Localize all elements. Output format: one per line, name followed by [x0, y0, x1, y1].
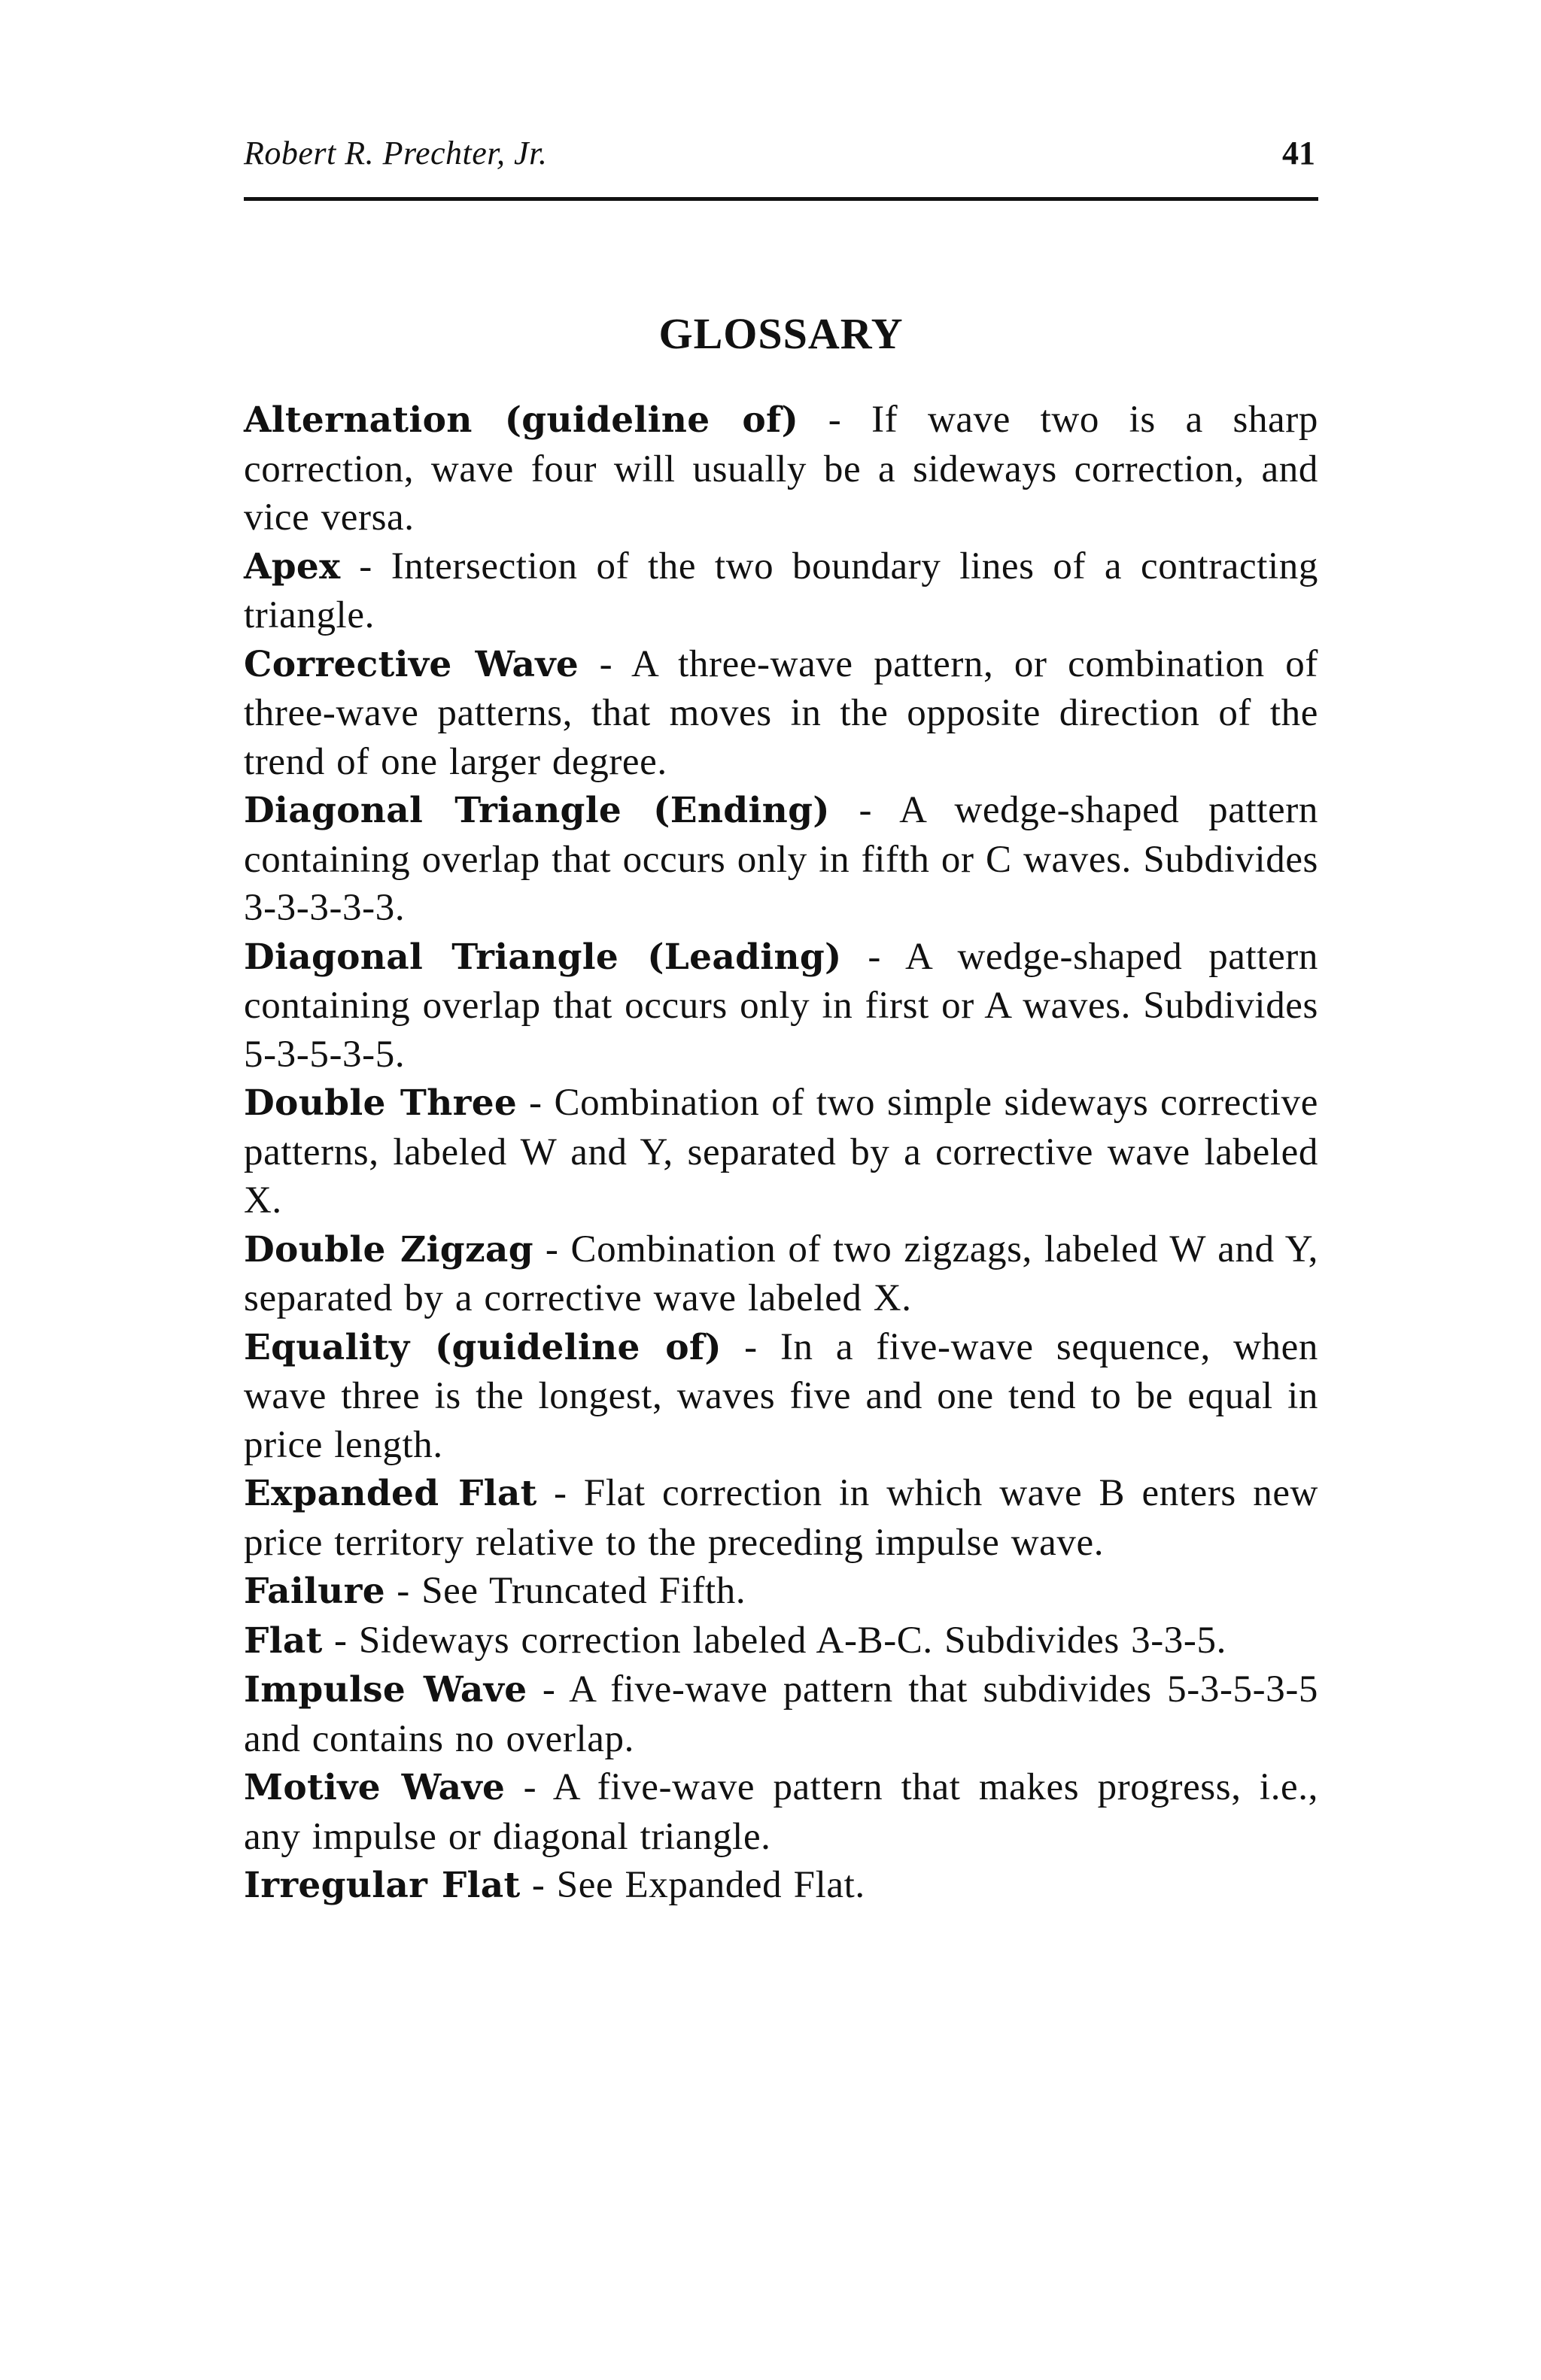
glossary-entry-diagonal-triangle-ending	[244, 786, 1318, 933]
glossary-entry-equality	[244, 1323, 1318, 1470]
glossary-definition: - Sideways correction labeled A-B-C. Subdivides 3-3-5.	[322, 1619, 1226, 1662]
glossary-term: Apex	[244, 545, 341, 587]
glossary-term: Impulse Wave	[244, 1669, 527, 1711]
glossary-entry-apex	[244, 542, 1318, 640]
glossary-entry-flat	[244, 1617, 1318, 1666]
glossary-entry-double-zigzag	[244, 1225, 1318, 1323]
glossary-definition: - A five-wave pattern that subdivides 5-3-5-3-5 and contains no overlap.	[244, 1668, 1318, 1760]
glossary-term: Alternation (guideline of)	[244, 399, 799, 441]
glossary-entry-motive-wave	[244, 1763, 1318, 1861]
glossary-term: Irregular Flat	[244, 1865, 521, 1906]
glossary-definition: - See Truncated Fifth.	[384, 1570, 746, 1612]
glossary-definition: - A three-wave pattern, or combination of three-wave patterns, that moves in the opposite direction of the trend of one larger degree.	[244, 642, 1318, 783]
glossary-definition: - Flat correction in which wave B enters new price territory relative to the preceding impulse wave.	[244, 1472, 1318, 1564]
glossary-term: Failure	[244, 1571, 385, 1612]
glossary-term: Flat	[244, 1620, 323, 1662]
glossary-entry-double-three	[244, 1079, 1318, 1225]
glossary-term: Corrective Wave	[244, 643, 579, 685]
running-head-author: Robert R. Prechter, Jr.	[244, 135, 548, 172]
glossary-title: GLOSSARY	[658, 309, 904, 358]
glossary-term: Diagonal Triangle (Leading)	[244, 936, 842, 978]
page-number: 41	[1282, 135, 1315, 172]
glossary-term: Double Three	[244, 1082, 518, 1124]
running-head	[244, 129, 1318, 178]
glossary-entry-failure	[244, 1567, 1318, 1617]
glossary-entries	[244, 396, 1318, 1911]
glossary-entry-alternation	[244, 396, 1318, 542]
glossary-definition: - Intersection of the two boundary lines of a contracting triangle.	[244, 545, 1318, 636]
glossary-definition: - In a five-wave sequence, when wave three is the longest, waves five and one tend to be equal in price length.	[244, 1325, 1318, 1466]
glossary-entry-irregular-flat	[244, 1861, 1318, 1911]
glossary-term: Motive Wave	[244, 1767, 506, 1808]
glossary-definition: - Combination of two simple sideways corrective patterns, labeled W and Y, separated by a corrective wave labeled X.	[244, 1082, 1318, 1222]
header-rule	[244, 197, 1318, 201]
glossary-definition: - A five-wave pattern that makes progress, i.e., any impulse or diagonal triangle.	[244, 1766, 1318, 1858]
glossary-definition: - If wave two is a sharp correction, wave four will usually be a sideways correction, and vice versa.	[244, 399, 1318, 539]
glossary-term: Double Zigzag	[244, 1228, 533, 1270]
glossary-definition: - A wedge-shaped pattern containing overlap that occurs only in first or A waves. Subdivides 5-3-5-3-5.	[244, 935, 1318, 1076]
glossary-entry-expanded-flat	[244, 1469, 1318, 1567]
glossary-entry-diagonal-triangle-leading	[244, 933, 1318, 1079]
glossary-definition: - Combination of two zigzags, labeled W and Y, separated by a corrective wave labeled X.	[244, 1228, 1318, 1319]
glossary-entry-corrective-wave	[244, 640, 1318, 787]
glossary-definition: - See Expanded Flat.	[520, 1864, 865, 1906]
glossary-entry-impulse-wave	[244, 1665, 1318, 1763]
glossary-term: Diagonal Triangle (Ending)	[244, 790, 830, 831]
glossary-term: Equality (guideline of)	[244, 1326, 722, 1368]
glossary-term: Expanded Flat	[244, 1473, 537, 1514]
glossary-definition: - A wedge-shaped pattern containing overlap that occurs only in fifth or C waves. Subdivides 3-3-3-3-3.	[244, 789, 1318, 929]
